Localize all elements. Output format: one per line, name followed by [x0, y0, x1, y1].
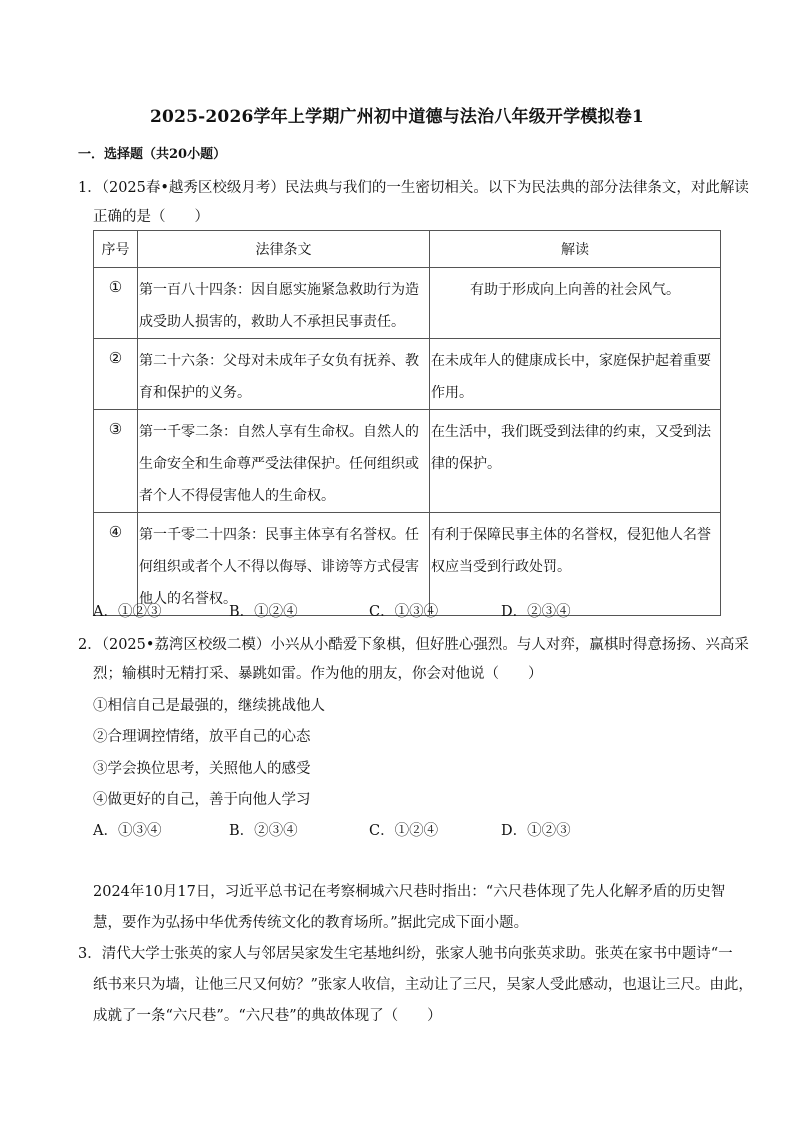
table-row [94, 410, 721, 513]
question-1-options [93, 600, 571, 621]
question-2-item: ③学会换位思考，关照他人的感受 [93, 761, 311, 777]
row-number: ② [94, 339, 138, 410]
row-law: 第二十六条：父母对未成年子女负有抚养、教育和保护的义务。 [138, 339, 430, 410]
section-heading: 一．选择题（共20小题） [78, 147, 227, 162]
row-law: 第一千零二条：自然人享有生命权。自然人的生命安全和生命尊严受法律保护。任何组织或者个人不得侵害他人的生命权。 [138, 410, 430, 513]
question-2-item: ①相信自己是最强的，继续挑战他人 [93, 698, 325, 714]
option-a[interactable]: A．①②③ [93, 604, 162, 620]
option-c[interactable]: C．①③④ [369, 604, 439, 620]
question-2-item: ②合理调控情绪，放平自己的心态 [93, 729, 311, 745]
option-b[interactable]: B．②③④ [229, 823, 298, 839]
row-number: ④ [94, 513, 138, 616]
question-3-stem-line1: 3．清代大学士张英的家人与邻居吴家发生宅基地纠纷，张家人驰书向张英求助。张英在家书中题诗“一 [78, 946, 733, 962]
option-c[interactable]: C．①②④ [369, 823, 439, 839]
question-3-stem-line2: 纸书来只为墙，让他三尺又何妨？”张家人收信，主动让了三尺，吴家人受此感动，也退让三尺。由此， [93, 977, 753, 993]
table-row [94, 339, 721, 410]
passage-line1: 2024年10月17日，习近平总书记在考察桐城六尺巷时指出：“六尺巷体现了先人化解矛盾的历史智 [93, 884, 726, 900]
table-header-row [94, 231, 721, 268]
question-2-stem-line1: 2．（2025•荔湾区校级二模）小兴从小酷爱下象棋，但好胜心强烈。与人对弈，赢棋时得意扬扬、兴高采 [78, 637, 749, 653]
row-law: 第一千零二十四条：民事主体享有名誉权。任何组织或者个人不得以侮辱、诽谤等方式侵害他人的名誉权。 [138, 513, 430, 616]
header-interpretation: 解读 [430, 231, 721, 268]
question-2-options [93, 819, 571, 840]
row-interpretation: 有利于保障民事主体的名誉权，侵犯他人名誉权应当受到行政处罚。 [430, 513, 721, 616]
row-number: ① [94, 268, 138, 339]
option-d[interactable]: D．②③④ [501, 604, 571, 620]
header-number: 序号 [94, 231, 138, 268]
question-2-stem-line2: 烈；输棋时无精打采、暴跳如雷。作为他的朋友，你会对他说（ ） [93, 666, 543, 682]
row-interpretation: 在生活中，我们既受到法律的约束，又受到法律的保护。 [430, 410, 721, 513]
row-interpretation: 有助于形成向上向善的社会风气。 [430, 268, 721, 339]
passage-line2: 慧，要作为弘扬中华优秀传统文化的教育场所。”据此完成下面小题。 [93, 915, 529, 931]
question-1-stem-line2: 正确的是（ ） [93, 209, 209, 225]
page-title: 2025-2026学年上学期广州初中道德与法治八年级开学模拟卷1 [150, 107, 644, 127]
law-table [93, 230, 721, 616]
header-law: 法律条文 [138, 231, 430, 268]
row-interpretation: 在未成年人的健康成长中，家庭保护起着重要作用。 [430, 339, 721, 410]
row-number: ③ [94, 410, 138, 513]
option-b[interactable]: B．①②④ [229, 604, 298, 620]
table-row [94, 268, 721, 339]
question-1-stem-line1: 1．（2025春•越秀区校级月考）民法典与我们的一生密切相关。以下为民法典的部分法律条文，对此解读 [78, 180, 749, 196]
row-law: 第一百八十四条：因自愿实施紧急救助行为造成受助人损害的，救助人不承担民事责任。 [138, 268, 430, 339]
question-3-stem-line3: 成就了一条“六尺巷”。“六尺巷”的典故体现了（ ） [93, 1008, 442, 1024]
question-2-item: ④做更好的自己，善于向他人学习 [93, 792, 311, 808]
option-a[interactable]: A．①③④ [93, 823, 162, 839]
option-d[interactable]: D．①②③ [501, 823, 571, 839]
